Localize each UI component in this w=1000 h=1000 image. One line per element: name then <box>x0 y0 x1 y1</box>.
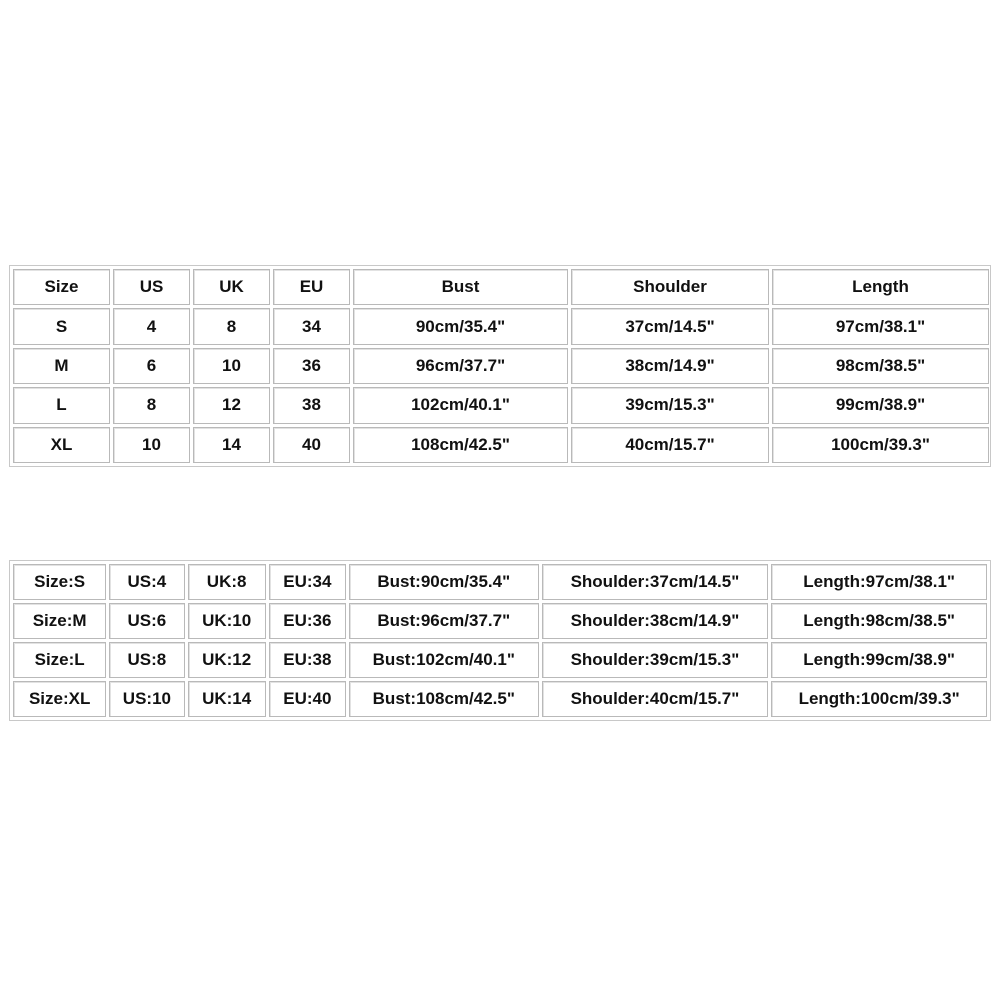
table-row <box>13 387 989 423</box>
table-cell: XL <box>13 427 110 463</box>
header-cell-shoulder: Shoulder <box>571 269 769 305</box>
table-cell: 14 <box>193 427 270 463</box>
table-cell: Size:S <box>13 564 106 600</box>
table-cell: 10 <box>193 348 270 384</box>
table-cell: Shoulder:37cm/14.5" <box>542 564 769 600</box>
table-row <box>13 603 987 639</box>
table-row <box>13 642 987 678</box>
table-cell: S <box>13 308 110 344</box>
table-cell: UK:8 <box>188 564 266 600</box>
header-cell-length: Length <box>772 269 989 305</box>
table-cell: 99cm/38.9" <box>772 387 989 423</box>
table-cell: US:10 <box>109 681 184 717</box>
table-cell: Size:M <box>13 603 106 639</box>
table-cell: Length:97cm/38.1" <box>771 564 987 600</box>
table-cell: EU:34 <box>269 564 346 600</box>
table-cell: 4 <box>113 308 190 344</box>
size-chart-labeled-table <box>9 560 991 721</box>
table-cell: 6 <box>113 348 190 384</box>
table-cell: Bust:90cm/35.4" <box>349 564 539 600</box>
table-header-row <box>13 269 989 305</box>
table-row <box>13 427 989 463</box>
table-cell: Shoulder:38cm/14.9" <box>542 603 769 639</box>
table-cell: 38 <box>273 387 350 423</box>
table-cell: Shoulder:40cm/15.7" <box>542 681 769 717</box>
table-row <box>13 564 987 600</box>
table-cell: EU:36 <box>269 603 346 639</box>
table-cell: Size:XL <box>13 681 106 717</box>
table-cell: 102cm/40.1" <box>353 387 568 423</box>
table-row <box>13 681 987 717</box>
table-cell: 90cm/35.4" <box>353 308 568 344</box>
table-cell: Size:L <box>13 642 106 678</box>
table-cell: 38cm/14.9" <box>571 348 769 384</box>
table-cell: Bust:102cm/40.1" <box>349 642 539 678</box>
table-cell: 96cm/37.7" <box>353 348 568 384</box>
table-cell: 8 <box>193 308 270 344</box>
table-cell: 40 <box>273 427 350 463</box>
table-cell: 12 <box>193 387 270 423</box>
table-cell: Length:99cm/38.9" <box>771 642 987 678</box>
table-cell: 40cm/15.7" <box>571 427 769 463</box>
table-row <box>13 308 989 344</box>
table-cell: 108cm/42.5" <box>353 427 568 463</box>
table-cell: 10 <box>113 427 190 463</box>
table-cell: Bust:96cm/37.7" <box>349 603 539 639</box>
table-cell: 34 <box>273 308 350 344</box>
header-cell-uk: UK <box>193 269 270 305</box>
header-cell-us: US <box>113 269 190 305</box>
size-chart-grid <box>10 266 992 466</box>
table-cell: UK:12 <box>188 642 266 678</box>
table-cell: 39cm/15.3" <box>571 387 769 423</box>
table-cell: 100cm/39.3" <box>772 427 989 463</box>
table-cell: Length:98cm/38.5" <box>771 603 987 639</box>
table-cell: 36 <box>273 348 350 384</box>
table-cell: US:8 <box>109 642 184 678</box>
table-cell: L <box>13 387 110 423</box>
size-chart-labeled-grid <box>10 561 990 720</box>
table-cell: 98cm/38.5" <box>772 348 989 384</box>
table-cell: M <box>13 348 110 384</box>
table-cell: EU:40 <box>269 681 346 717</box>
header-cell-eu: EU <box>273 269 350 305</box>
table-cell: EU:38 <box>269 642 346 678</box>
header-cell-size: Size <box>13 269 110 305</box>
table-cell: 97cm/38.1" <box>772 308 989 344</box>
table-cell: 8 <box>113 387 190 423</box>
table-cell: US:4 <box>109 564 184 600</box>
header-cell-bust: Bust <box>353 269 568 305</box>
table-cell: Bust:108cm/42.5" <box>349 681 539 717</box>
table-cell: US:6 <box>109 603 184 639</box>
size-chart-table <box>9 265 991 467</box>
table-cell: Shoulder:39cm/15.3" <box>542 642 769 678</box>
table-cell: UK:10 <box>188 603 266 639</box>
table-cell: UK:14 <box>188 681 266 717</box>
table-cell: 37cm/14.5" <box>571 308 769 344</box>
table-cell: Length:100cm/39.3" <box>771 681 987 717</box>
table-row <box>13 348 989 384</box>
